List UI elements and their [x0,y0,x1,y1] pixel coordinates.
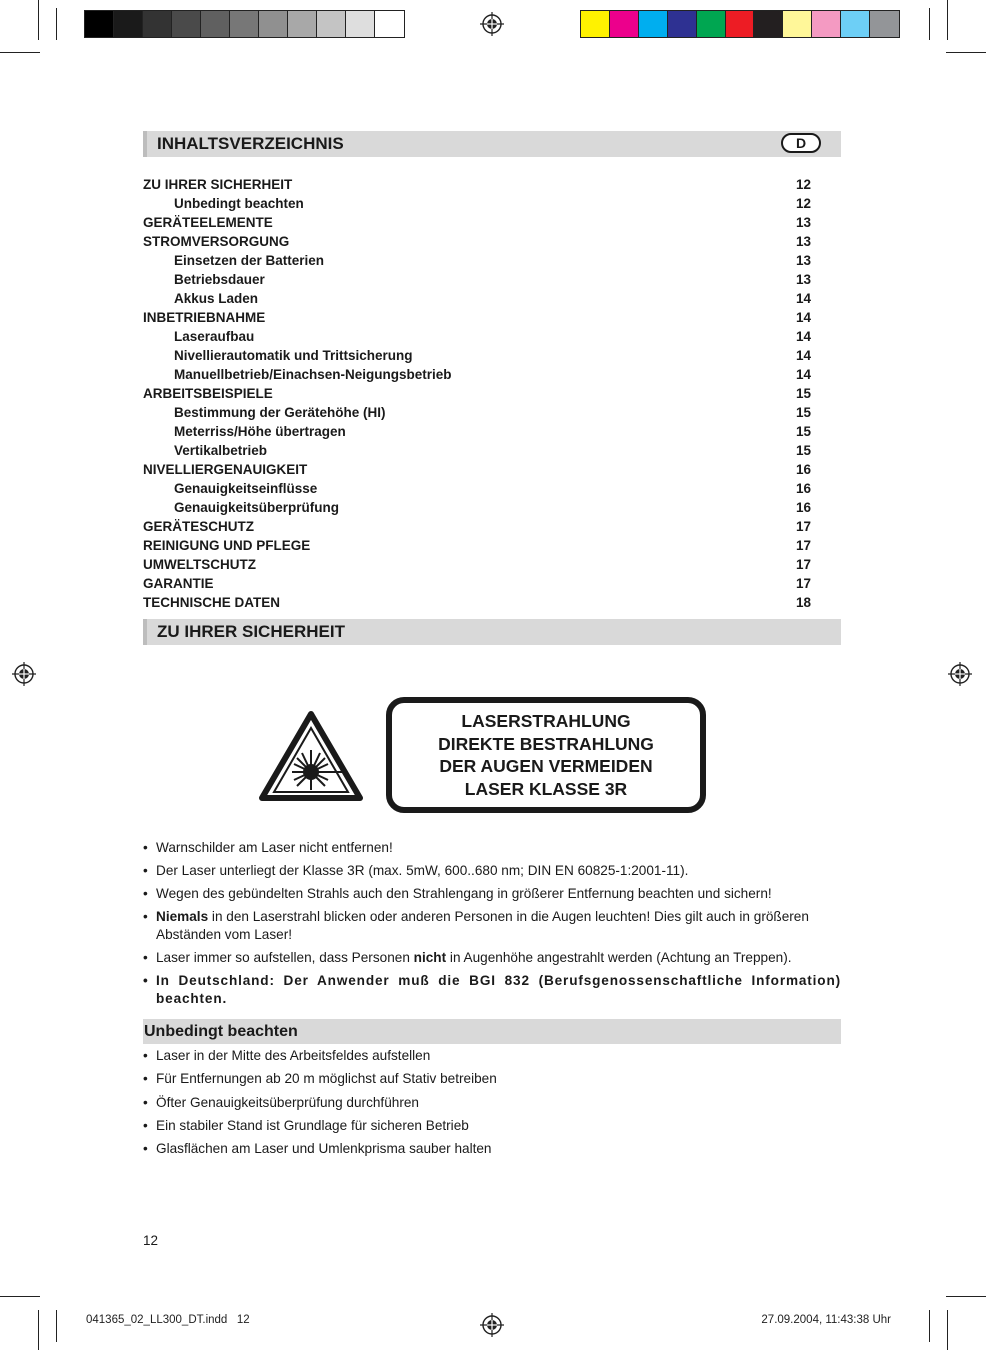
toc-title: INHALTSVERZEICHNIS [157,134,344,153]
toc-entry [143,498,811,517]
toc-entry [143,175,811,194]
color-bar [580,10,900,38]
toc-entry [143,327,811,346]
toc-entry-page: 16 [795,481,811,496]
toc-entry-page: 12 [795,177,811,192]
bullet-dot: • [143,1094,148,1110]
toc-entry [143,308,811,327]
toc-entry-page: 14 [795,291,811,306]
toc-entry-label: TECHNISCHE DATEN [143,595,281,610]
toc-entry-label: ZU IHRER SICHERHEIT [143,177,293,192]
crop-mark [946,52,986,53]
toc-entry-label: Laseraufbau [174,329,255,344]
color-swatch [841,11,870,37]
toc-entry [143,593,811,612]
registration-mark-icon [12,662,36,686]
bullet-dot: • [143,840,148,855]
toc-entry-label: Unbedingt beachten [174,196,304,211]
bullet-dot: • [143,1071,148,1087]
color-swatch [172,11,201,37]
laser-warning-icon [258,710,364,802]
toc-entry-page: 14 [795,310,811,325]
toc-entry [143,213,811,232]
toc-entry-label: Genauigkeitsüberprüfung [174,500,340,515]
laser-label-line: LASER KLASSE 3R [464,778,628,799]
color-swatch [668,11,697,37]
laser-label-line: LASERSTRAHLUNG [461,711,631,731]
laser-label-line: DER AUGEN VERMEIDEN [439,756,653,776]
crop-mark [38,1310,39,1350]
crop-mark [38,0,39,40]
color-swatch [85,11,114,37]
toc-entry-page: 14 [795,348,811,363]
toc-entry-label: ARBEITSBEISPIELE [143,386,273,401]
toc-entry-label: STROMVERSORGUNG [143,234,290,249]
registration-mark-icon [948,662,972,686]
crop-mark [56,1310,57,1342]
toc-entry-page: 15 [795,424,811,439]
list-item: • Öfter Genauigkeitsüberprüfung durchführen [143,1094,419,1110]
bullet-dot: • [143,886,148,901]
toc-entry-label: Akkus Laden [174,291,259,306]
toc-entry-page: 12 [795,196,811,211]
toc-entry-label: Meterriss/Höhe übertragen [174,424,346,439]
list-item: • Für Entfernungen ab 20 m möglichst auf Stativ betreiben [143,1071,497,1087]
toc-entry-label: Betriebsdauer [174,272,265,287]
toc-entry [143,460,811,479]
color-swatch [726,11,755,37]
toc-entry [143,479,811,498]
toc-entry [143,194,811,213]
notes-bullet-list [143,1047,841,1158]
toc-entry-label: Nivellierautomatik und Trittsicherung [174,348,413,363]
toc-entry-page: 13 [795,234,811,249]
list-item: • Niemals in den Laserstrahl blicken oder anderen Personen in die Augen leuchten! Dies gilt auch in größeren Abständen vom Laser! [143,909,809,942]
toc-entry [143,574,811,593]
footer-filename: 041365_02_LL300_DT.indd 12 [86,1314,250,1326]
toc-entry [143,441,811,460]
safety-heading [143,619,841,645]
grayscale-bar [84,10,405,38]
laser-class-label [386,697,706,813]
toc-entry [143,270,811,289]
toc-entry-label: Einsetzen der Batterien [174,253,325,268]
footer-timestamp: 27.09.2004, 11:43:38 Uhr [761,1314,891,1326]
crop-mark [929,8,930,40]
table-of-contents [143,175,811,612]
toc-entry [143,517,811,536]
color-swatch [754,11,783,37]
color-swatch [697,11,726,37]
list-item: • Der Laser unterliegt der Klasse 3R (max. 5mW, 600..680 nm; DIN EN 60825-1:2001-11). [143,863,689,878]
list-item: • Glasflächen am Laser und Umlenkprisma sauber halten [143,1141,492,1157]
page-number: 12 [143,1233,159,1248]
safety-title: ZU IHRER SICHERHEIT [157,622,345,641]
toc-entry-label: GERÄTEELEMENTE [143,215,273,230]
list-item: • Wegen des gebündelten Strahls auch den Strahlengang in größerer Entfernung beachten und sichern! [143,886,772,901]
toc-entry-label: Bestimmung der Gerätehöhe (HI) [174,405,386,420]
color-swatch [317,11,346,37]
color-swatch [230,11,259,37]
bullet-dot: • [143,863,148,878]
color-swatch [870,11,899,37]
toc-entry-page: 13 [795,253,811,268]
bullet-dot: • [143,973,149,988]
toc-entry-label: GERÄTESCHUTZ [143,519,254,534]
color-swatch [610,11,639,37]
toc-entry-page: 17 [795,519,811,534]
list-item: • Ein stabiler Stand ist Grundlage für sicheren Betrieb [143,1117,469,1133]
toc-entry [143,365,811,384]
color-swatch [783,11,812,37]
toc-entry-label: GARANTIE [143,576,214,591]
toc-entry [143,536,811,555]
crop-mark [946,1296,986,1297]
registration-mark-icon [480,1313,504,1337]
toc-entry-label: UMWELTSCHUTZ [143,557,256,572]
crop-mark [0,52,40,53]
color-swatch [812,11,841,37]
toc-entry [143,422,811,441]
toc-entry-label: Vertikalbetrieb [174,443,268,458]
crop-mark [929,1310,930,1342]
safety-bullet-list [143,839,841,1008]
toc-entry-label: Manuellbetrieb/Einachsen-Neigungsbetrieb [174,367,452,382]
toc-entry-page: 14 [795,329,811,344]
toc-entry-page: 18 [795,595,811,610]
toc-entry-label: INBETRIEBNAHME [143,310,266,325]
bullet-dot: • [143,909,148,924]
toc-entry [143,289,811,308]
list-item: • Warnschilder am Laser nicht entfernen! [143,840,393,855]
crop-mark [0,1296,40,1297]
color-swatch [288,11,317,37]
toc-entry [143,346,811,365]
toc-entry [143,555,811,574]
crop-mark [947,0,948,40]
toc-entry-page: 16 [795,462,811,477]
toc-entry-page: 15 [795,405,811,420]
toc-entry-page: 15 [795,386,811,401]
crop-mark [947,1310,948,1350]
toc-entry-page: 17 [795,576,811,591]
toc-entry-page: 15 [795,443,811,458]
bullet-dot: • [143,1117,148,1133]
germany-note: • In Deutschland: Der Anwender muß die BGI 832 (Berufsgenossenschaftliche Information) beachten. [143,973,841,1006]
language-badge: D [781,133,821,153]
list-item: • Laser in der Mitte des Arbeitsfeldes aufstellen [143,1048,431,1063]
color-swatch [639,11,668,37]
toc-entry-page: 17 [795,557,811,572]
toc-entry-page: 17 [795,538,811,553]
color-swatch [114,11,143,37]
toc-entry-label: NIVELLIERGENAUIGKEIT [143,462,308,477]
toc-entry [143,384,811,403]
toc-entry [143,251,811,270]
color-swatch [143,11,172,37]
crop-mark [56,8,57,40]
color-swatch [346,11,375,37]
toc-entry-page: 14 [795,367,811,382]
toc-heading [143,131,841,157]
notes-heading: Unbedingt beachten [143,1019,841,1044]
bullet-dot: • [143,950,148,965]
toc-entry-page: 16 [795,500,811,515]
list-item: • Laser immer so aufstellen, dass Personen nicht in Augenhöhe angestrahlt werden (Achtung an Treppen). [143,950,792,965]
toc-entry [143,232,811,251]
color-swatch [375,11,404,37]
color-swatch [259,11,288,37]
color-swatch [201,11,230,37]
registration-mark-icon [480,12,504,36]
toc-entry-label: Genauigkeitseinflüsse [174,481,318,496]
bullet-dot: • [143,1141,148,1157]
bullet-dot: • [143,1048,148,1063]
toc-entry-page: 13 [795,215,811,230]
color-swatch [581,11,610,37]
toc-entry [143,403,811,422]
toc-entry-page: 13 [795,272,811,287]
toc-entry-label: REINIGUNG UND PFLEGE [143,538,311,553]
laser-label-line: DIREKTE BESTRAHLUNG [438,733,654,754]
